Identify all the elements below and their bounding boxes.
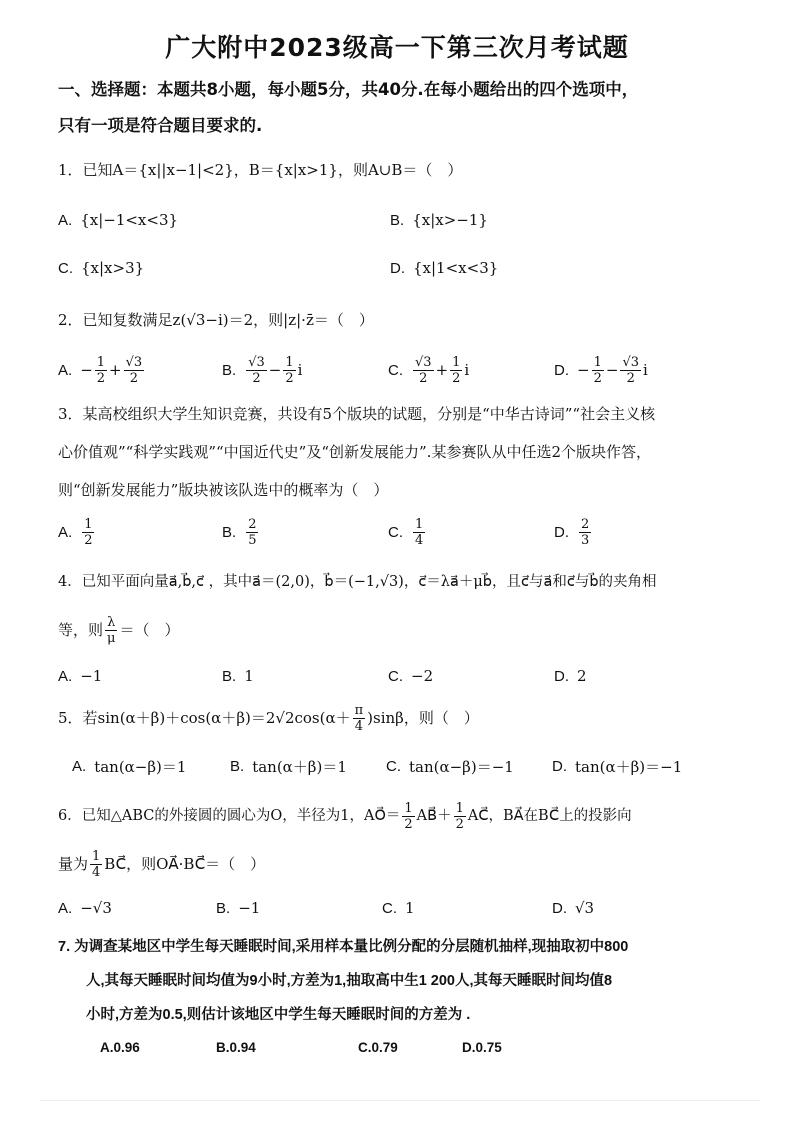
- q2-c-frac1: $\frac{√3}{2}$: [415, 354, 432, 386]
- q2-option-d[interactable]: D. − $\frac{1}{2}$ − $\frac{√3}{2}$ i: [554, 354, 648, 386]
- q6-option-d[interactable]: D. √3: [552, 899, 595, 917]
- q5-pi-4-frac: $\frac{\pi}{4}$: [354, 702, 364, 734]
- q5-option-a[interactable]: A. tan(α−β)＝1: [72, 757, 187, 776]
- q7-stem: [58, 930, 718, 1032]
- q5-option-d[interactable]: D. tan(α＋β)＝−1: [552, 757, 683, 776]
- q1-option-d[interactable]: D. {x|1<x<3}: [390, 259, 499, 277]
- q7-option-c[interactable]: C.0.79: [358, 1040, 398, 1055]
- q7-stem-line2: 人,其每天睡眠时间均值为9小时,方差为1,抽取高中生1 200人,其每天睡眠时间均值8: [86, 973, 613, 989]
- q3-stem-line2: 心价值观”“科学实践观”“中国近代史”及“创新发展能力”.某参赛队从中任选2个版块作答，: [58, 443, 651, 461]
- q5-option-b[interactable]: B. tan(α＋β)＝1: [230, 757, 347, 776]
- q1-option-b[interactable]: B. {x|x>−1}: [390, 211, 488, 229]
- q7-option-b[interactable]: B.0.94: [216, 1040, 256, 1055]
- q2-options: [58, 350, 748, 390]
- q2-d-frac1: $\frac{1}{2}$: [593, 354, 602, 386]
- q1-option-c[interactable]: C. {x|x>3}: [58, 259, 145, 277]
- q3-option-a[interactable]: A. $\frac{1}{2}$: [58, 516, 93, 548]
- section-heading-line1: 一、选择题：本题共8小题，每小题5分，共40分.在每小题给出的四个选项中，: [58, 80, 639, 99]
- q4-stem-line2: 等，则 $\frac{\lambda}{\mu}$ ＝（ ）: [58, 614, 180, 646]
- q2-d-frac2: $\frac{√3}{2}$: [622, 354, 639, 386]
- q2-option-c[interactable]: C. $\frac{√3}{2}$ + $\frac{1}{2}$ i: [388, 354, 470, 386]
- q4-option-b[interactable]: B. 1: [222, 667, 254, 685]
- q5-option-c[interactable]: C. tan(α−β)＝−1: [386, 757, 514, 776]
- q3-options: [58, 512, 748, 552]
- q4-options: [58, 656, 748, 696]
- q6-option-a[interactable]: A. −√3: [58, 899, 112, 917]
- q4-option-c[interactable]: C. −2: [388, 667, 434, 685]
- q2-option-a[interactable]: A. − $\frac{1}{2}$ + $\frac{√3}{2}$: [58, 354, 143, 386]
- q4-stem-line1: 4．已知平面向量a⃗,b⃗,c⃗ ，其中a⃗＝(2,0)，b⃗＝(−1,√3)，c⃗＝λa⃗＋μb⃗，且c⃗与a⃗和c⃗与b⃗的夹角相: [58, 574, 657, 590]
- q1-options-row2: [58, 248, 748, 288]
- q5-stem: 5．若sin(α＋β)＋cos(α＋β)＝2√2cos(α＋ $\frac{\pi}{4}$ )sinβ，则（ ）: [58, 702, 479, 734]
- q6-option-c[interactable]: C. 1: [382, 899, 415, 917]
- q4-option-a[interactable]: A. −1: [58, 667, 103, 685]
- q1-options-row1: [58, 200, 748, 240]
- q4-lambda-mu-frac: $\frac{\lambda}{\mu}$: [107, 614, 116, 646]
- section-heading-line2: 只有一项是符合题目要求的.: [58, 116, 263, 135]
- q7-option-a[interactable]: A.0.96: [100, 1040, 140, 1055]
- q6-frac-1: $\frac{1}{2}$: [404, 800, 413, 832]
- q7-option-d[interactable]: D.0.75: [462, 1040, 502, 1055]
- page-bottom-divider: [40, 1100, 760, 1101]
- q2-a-frac1: $\frac{1}{2}$: [96, 354, 106, 386]
- q3-stem-line1: 3．某高校组织大学生知识竞赛，共设有5个版块的试题，分别是“中华古诗词”“社会主义核: [58, 405, 656, 423]
- q2-a-frac2: $\frac{√3}{2}$: [125, 354, 143, 386]
- q4-option-d[interactable]: D. 2: [554, 667, 587, 685]
- q2-c-frac2: $\frac{1}{2}$: [452, 354, 461, 386]
- q7-options: [100, 1040, 700, 1064]
- q3-option-c[interactable]: C. $\frac{1}{4}$: [388, 516, 424, 548]
- q3-c-frac: $\frac{1}{4}$: [415, 516, 424, 548]
- q3-option-b[interactable]: B. $\frac{2}{5}$: [222, 516, 257, 548]
- q7-stem-line3: 小时,方差为0.5,则估计该地区中学生每天睡眠时间的方差为 .: [86, 1007, 471, 1023]
- q6-option-b[interactable]: B. −1: [216, 899, 261, 917]
- q3-b-frac: $\frac{2}{5}$: [248, 516, 257, 548]
- q3-a-frac: $\frac{1}{2}$: [84, 516, 93, 548]
- q6-stem-line1: 6．已知△ABC的外接圆的圆心为O，半径为1，AO⃗＝ $\frac{1}{2}$ AB⃗＋ $\frac{1}{2}$ AC⃗，BA⃗在BC⃗上的投影向: [58, 800, 632, 832]
- q2-b-frac1: $\frac{√3}{2}$: [248, 354, 265, 386]
- q3-stem-line3: 则“创新发展能力”版块被该队选中的概率为（ ）: [58, 481, 389, 499]
- q1-stem: 1．已知A＝{x||x−1|<2}，B＝{x|x>1}，则A∪B＝（ ）: [58, 161, 463, 179]
- q1-option-a[interactable]: A. {x|−1<x<3}: [58, 211, 179, 229]
- q3-option-d[interactable]: D. $\frac{2}{3}$: [554, 516, 590, 548]
- q6-options: [58, 888, 748, 928]
- q6-frac-3: $\frac{1}{4}$: [92, 848, 101, 880]
- exam-title: 广大附中2023级高一下第三次月考试题: [165, 33, 629, 62]
- q7-stem-line1: 7. 为调查某地区中学生每天睡眠时间,采用样本量比例分配的分层随机抽样,现抽取初中800: [58, 939, 629, 955]
- q6-frac-2: $\frac{1}{2}$: [455, 800, 464, 832]
- q6-stem-line2: 量为 $\frac{1}{4}$ BC⃗，则OA⃗·BC⃗＝（ ）: [58, 848, 266, 880]
- q5-options: [72, 746, 762, 786]
- q2-option-b[interactable]: B. $\frac{√3}{2}$ − $\frac{1}{2}$ i: [222, 354, 303, 386]
- q2-b-frac2: $\frac{1}{2}$: [285, 354, 294, 386]
- q2-stem: 2．已知复数满足z(√3−i)＝2，则|z|·z̄＝（ ）: [58, 311, 374, 329]
- q3-d-frac: $\frac{2}{3}$: [581, 516, 590, 548]
